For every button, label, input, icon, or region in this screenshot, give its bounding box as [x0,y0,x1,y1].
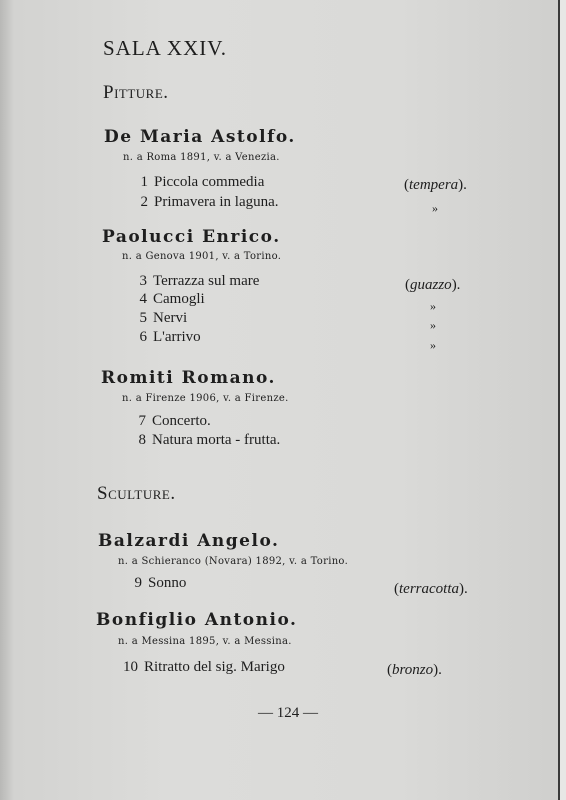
page-edge-dark [558,0,560,800]
work-number: 2 [140,194,148,210]
work-title: Camogli [153,291,205,307]
artist-bio: n. a Firenze 1906, v. a Firenze. [122,393,289,404]
ditto-mark: » [430,338,436,352]
work-entry [129,310,187,327]
work-title: Terrazza sul mare [153,273,260,289]
spine-shadow [0,0,14,800]
work-title: Natura morta - frutta. [152,432,281,448]
work-number: 1 [140,174,148,190]
work-number: 6 [139,329,147,345]
work-number: 10 [123,659,138,675]
work-entry [129,291,205,308]
work-title: Nervi [153,310,188,326]
artist-name: De Maria Astolfo. [104,127,296,147]
work-title: Concerto. [152,413,211,429]
artist-name: Paolucci Enrico. [102,227,281,247]
work-technique: (tempera). [404,177,467,193]
artist-bio: n. a Roma 1891, v. a Venezia. [123,152,280,163]
ditto-mark: » [432,201,438,215]
work-number: 9 [134,575,142,591]
work-number: 3 [139,273,147,289]
work-technique: (terracotta). [394,581,468,597]
work-title: L'arrivo [153,329,201,345]
artist-name: Balzardi Angelo. [98,531,280,551]
page-edge-light [560,0,566,800]
work-number: 7 [138,413,146,429]
work-number: 4 [139,291,147,307]
room-title: SALA XXIV. [103,36,227,60]
work-number: 8 [138,432,146,448]
artist-bio: n. a Genova 1901, v. a Torino. [122,251,282,262]
work-entry [130,174,264,191]
work-entry [124,575,186,592]
page-number: — 124 — [258,705,318,721]
artist-name: Bonfiglio Antonio. [96,610,298,630]
work-technique: (bronzo). [387,662,442,678]
section-heading-paintings: Pitture. [103,82,169,103]
work-entry [129,273,259,290]
work-entry [120,659,285,676]
artist-bio: n. a Messina 1895, v. a Messina. [118,636,292,647]
work-title: Piccola commedia [154,174,265,190]
ditto-mark: » [430,318,436,332]
artist-bio: n. a Schieranco (Novara) 1892, v. a Torino. [118,556,349,567]
ditto-mark: » [430,299,436,313]
work-entry [128,432,280,449]
section-heading-sculptures: Sculture. [97,483,176,504]
work-technique: (guazzo). [405,277,461,293]
work-title: Sonno [148,575,187,591]
work-entry [129,329,201,346]
work-entry [130,194,279,211]
work-entry [128,413,211,430]
work-title: Ritratto del sig. Marigo [144,659,285,675]
artist-name: Romiti Romano. [101,368,276,388]
work-number: 5 [139,310,147,326]
work-title: Primavera in laguna. [154,194,279,210]
